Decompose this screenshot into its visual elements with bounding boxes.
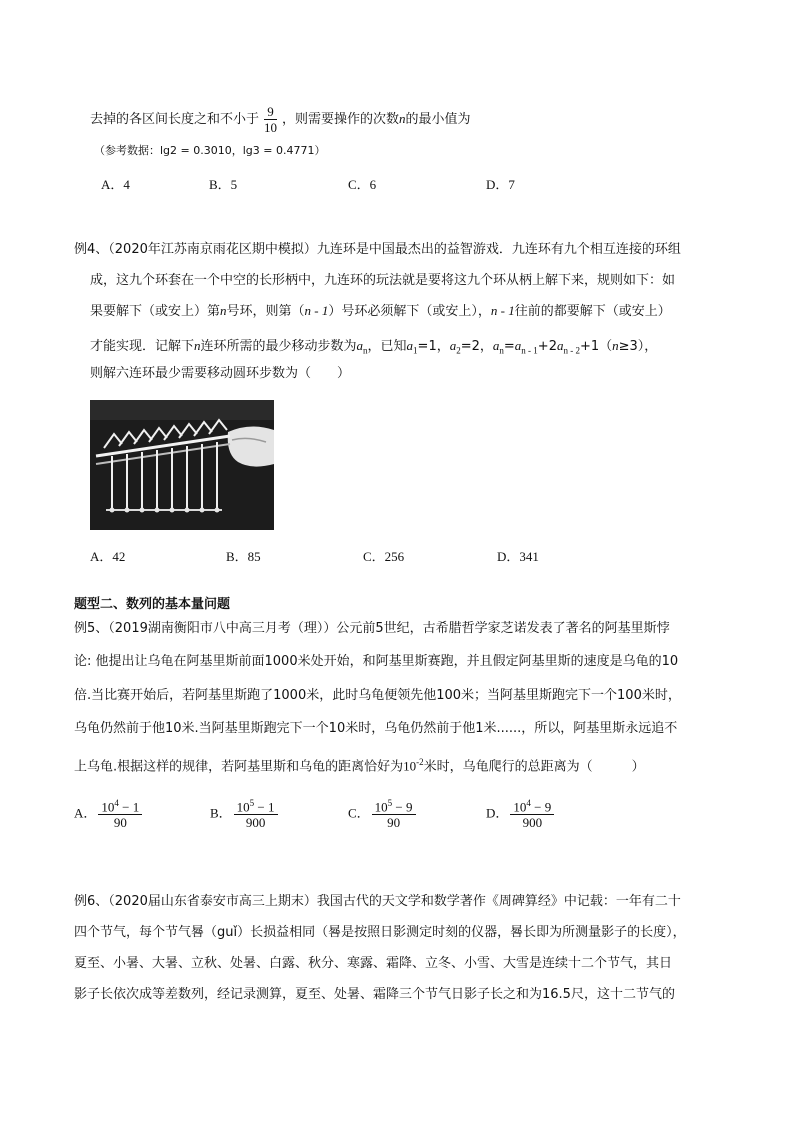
subscript: 1 [413, 345, 418, 356]
option-label: D． [486, 805, 509, 821]
subscript: n [363, 345, 368, 356]
subscript: 2 [456, 345, 461, 356]
text-segment: +1（ [579, 339, 613, 354]
subscript: n - 2 [563, 345, 580, 356]
variable-a: a [514, 338, 522, 353]
fraction-numerator [234, 796, 278, 815]
ex5-option-a [74, 796, 144, 830]
power-base: 10 [236, 799, 250, 815]
option-d: D．7 [486, 177, 515, 192]
problem-continuation-line [90, 104, 471, 135]
option-label: B． [210, 805, 232, 821]
ex4-line-5: 则解六连环最少需要移动圆环步数为（ ） [90, 366, 351, 381]
ex6-line-4: 影子长依次成等差数列，经记录测算，夏至、处暑、霜降三个节气日影子长之和为16.5尺，这十二节气的 [74, 987, 675, 1002]
fraction-numerator [98, 796, 142, 815]
ex6-line-3: 夏至、小暑、大暑、立秋、处暑、白露、秋分、寒露、霜降、立冬、小雪、大雪是连续十二个节气，其日 [74, 956, 673, 971]
ex5-line-1: 例5、（2019湖南衡阳市八中高三月考（理））公元前5世纪，古希腊哲学家芝诺发表了著名的阿基里斯悖 [74, 621, 670, 636]
ex5-option-b [210, 796, 280, 830]
power-base: 10 [101, 799, 115, 815]
fraction-denominator: 10 [264, 120, 278, 135]
text-segment: ，已知 [367, 339, 407, 354]
ex4-line-3 [90, 302, 671, 321]
option-a: A．4 [101, 177, 130, 192]
fraction-denominator: 90 [113, 815, 127, 831]
power-exponent: 4 [526, 798, 531, 808]
option-label: C． [348, 805, 370, 821]
fraction-9-10 [261, 104, 280, 135]
option-fraction [372, 796, 416, 830]
text-segment: ）号环必须解下（或安上）， [328, 304, 491, 319]
fraction-numerator [510, 796, 554, 815]
ex6-line-2: 四个节气，每个节气晷（guǐ）长损益相同（晷是按照日影测定时刻的仪器，晷长即为所测量影子的长度）， [74, 925, 686, 940]
ex4-line-2: 成，这九个环套在一个中空的长形柄中，九连环的玩法就是要将这九个环从柄上解下来，规则如下：如 [90, 273, 676, 288]
numerator-tail: − 9 [392, 799, 413, 815]
ex4-option-b: B．85 [226, 549, 261, 564]
variable-a: a [406, 338, 414, 353]
ex4-option-c: C．256 [363, 549, 405, 564]
power-base: 10 [374, 799, 388, 815]
numerator-tail: − 1 [254, 799, 275, 815]
ex5-line-3: 倍.当比赛开始后，若阿基里斯跑了1000米，此时乌龟便领先他100米；当阿基里斯跑完下一个100米时， [74, 688, 681, 703]
text-segment: = [503, 339, 515, 354]
text-segment: ，则需要操作的次数 [282, 112, 400, 127]
option-label: A． [74, 805, 97, 821]
option-fraction [98, 796, 142, 830]
text-segment: 往前的都要解下（或安上） [514, 304, 671, 319]
subscript: n [499, 345, 504, 356]
variable-n: n [612, 338, 619, 353]
variable-a: a [492, 338, 500, 353]
text-segment: 米时，乌龟爬行的总距离为（ ） [423, 759, 645, 775]
option-fraction [234, 796, 278, 830]
fraction-numerator: 9 [264, 104, 277, 120]
numerator-tail: − 9 [530, 799, 552, 815]
power-base: 10 [403, 758, 417, 774]
ex4-option-d: D．341 [497, 549, 539, 564]
option-c: C．6 [348, 177, 377, 192]
text-segment: =1， [417, 339, 450, 354]
text-segment: 上乌龟.根据这样的规律，若阿基里斯和乌龟的距离恰好为 [74, 759, 404, 775]
fraction-denominator: 90 [387, 815, 401, 831]
ex5-option-d [486, 796, 556, 830]
text-segment: 才能实现．记解下 [90, 339, 195, 354]
nine-ring-puzzle-photo [90, 400, 274, 530]
ex4-line-4 [90, 337, 657, 360]
power-exponent: 4 [114, 798, 119, 808]
variable-a: a [556, 338, 564, 353]
variable-n: n [399, 111, 406, 126]
numerator-tail: − 1 [118, 799, 140, 815]
option-fraction [510, 796, 554, 830]
ex5-line-5 [74, 753, 645, 776]
power-exponent: 5 [387, 798, 393, 808]
ex5-line-2: 论: 他提出让乌龟在阿基里斯前面1000米处开始，和阿基里斯赛跑，并且假定阿基里斯的速度是乌龟的10 [74, 654, 679, 669]
text-segment: 号环，则第（ [226, 304, 305, 319]
variable-a: a [449, 338, 457, 353]
ex4-option-a: A．42 [90, 549, 126, 564]
text-segment: 的最小值为 [405, 112, 471, 127]
text-segment: +2 [537, 339, 557, 354]
variable-n: n [220, 303, 227, 318]
power-exponent: 5 [249, 798, 255, 808]
text-segment: 连环所需的最少移动步数为 [200, 339, 357, 354]
expression-n-minus-1: n - 1 [304, 303, 329, 318]
ex4-line-1: 例4、（2020年江苏南京雨花区期中模拟）九连环是中国最杰出的益智游戏．九连环有九个相互连接的环组 [74, 242, 681, 257]
fraction-denominator: 900 [245, 815, 266, 831]
ex5-line-4: 乌龟仍然前于他10米.当阿基里斯跑完下一个10米时，乌龟仍然前于他1米......，所以，阿基里斯永远追不 [74, 721, 678, 736]
text-segment: 去掉的各区间长度之和不小于 [90, 112, 260, 127]
ex6-line-1: 例6、（2020届山东省泰安市高三上期末）我国古代的天文学和数学著作《周碑算经》中记载：一年有二十 [74, 894, 681, 909]
text-segment: 果要解下（或安上）第 [90, 304, 221, 319]
variable-a: a [356, 338, 364, 353]
fraction-denominator: 900 [522, 815, 543, 831]
text-segment: ≥3）， [618, 339, 658, 354]
section-title: 题型二、数列的基本量问题 [74, 597, 231, 612]
fraction-numerator [372, 796, 416, 815]
power-base: 10 [513, 799, 527, 815]
reference-data: （参考数据：lg2 = 0.3010，lg3 = 0.4771） [94, 144, 326, 157]
text-segment: =2， [460, 339, 493, 354]
power-exponent: -2 [416, 757, 424, 767]
subscript: n - 1 [521, 345, 538, 356]
ex5-option-c [348, 796, 418, 830]
expression-n-minus-1: n - 1 [490, 303, 515, 318]
option-b: B．5 [209, 177, 238, 192]
nine-ring-illustration [90, 400, 274, 530]
variable-n: n [194, 338, 201, 353]
